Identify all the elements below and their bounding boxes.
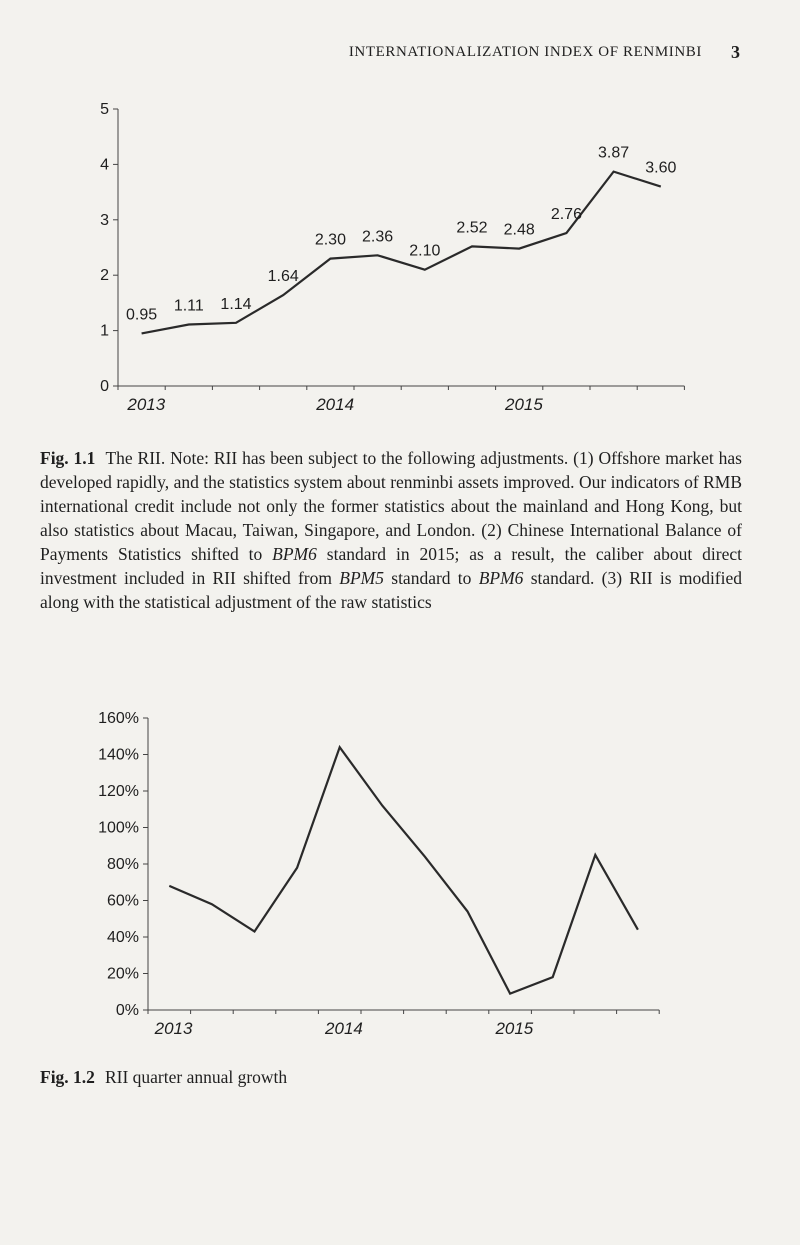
caption-text: The RII. Note: RII has been subject to the following adjustments. (1) Offshore market has developed rapidly, and the statistics system about renminbi assets improved. Our indicators of RMB international credit include not only the former statistics about the mainland and Hong Kong, but also statistics about Macau, Taiwan, Singapore, and London. (2) Chinese International Balance of Payments Statistics shifted to [40, 448, 742, 564]
x-tick-label: 2015 [505, 395, 543, 414]
x-tick-label: 2013 [127, 395, 166, 414]
caption-text: standard in 2015; as a result, the caliber about direct investment included in RII shifted from [40, 544, 743, 588]
data-label: 2.30 [314, 231, 346, 249]
data-label: 2.52 [456, 219, 488, 237]
y-tick-label: 120% [98, 783, 139, 800]
y-tick-label: 2 [100, 267, 109, 285]
caption-text: standard to [383, 568, 479, 588]
y-tick-label: 160% [98, 710, 139, 727]
data-label: 3.87 [598, 144, 630, 162]
running-title: INTERNATIONALIZATION INDEX OF RENMINBI [348, 44, 702, 60]
caption-standard: BPM6 [478, 568, 524, 588]
y-tick-label: 3 [100, 211, 109, 229]
figure-1-caption [40, 446, 742, 614]
x-tick-label: 2014 [325, 1019, 363, 1038]
data-label: 3.60 [645, 159, 677, 177]
caption-standard: BPM6 [272, 544, 317, 564]
data-label: 2.76 [550, 206, 582, 224]
figure-2-caption [40, 1065, 742, 1089]
y-tick-label: 100% [98, 819, 139, 837]
y-tick-label: 5 [100, 101, 109, 118]
page-number: 3 [731, 42, 740, 62]
figure-1-label: Fig. 1.1 [40, 448, 96, 468]
data-label: 1.14 [220, 295, 252, 313]
y-tick-label: 60% [106, 892, 139, 910]
caption-text: RII quarter annual growth [104, 1067, 288, 1087]
data-label: 2.36 [362, 228, 394, 246]
y-tick-label: 80% [106, 856, 139, 873]
x-tick-label: 2013 [154, 1019, 193, 1038]
y-tick-label: 4 [100, 156, 109, 174]
figure-2-label: Fig. 1.2 [40, 1067, 95, 1087]
rii-growth-line-chart [0, 700, 800, 1045]
series-line [169, 747, 638, 993]
y-tick-label: 140% [98, 746, 139, 764]
y-tick-label: 0 [100, 378, 109, 395]
x-tick-label: 2014 [316, 395, 355, 414]
y-tick-label: 1 [100, 322, 109, 340]
rii-line-chart [0, 96, 800, 426]
data-label: 0.95 [126, 306, 158, 324]
data-label: 2.10 [409, 242, 441, 260]
y-tick-label: 0% [115, 1002, 139, 1019]
x-tick-label: 2015 [495, 1019, 534, 1038]
data-label: 1.11 [173, 297, 204, 315]
running-head [0, 44, 800, 68]
data-label: 2.48 [503, 221, 535, 239]
y-tick-label: 40% [106, 929, 139, 946]
caption-standard: BPM5 [339, 568, 384, 588]
y-tick-label: 20% [106, 965, 139, 983]
data-label: 1.64 [267, 268, 299, 286]
caption-text: standard. (3) RII is modified along with the statistical adjustment of the raw statistics [40, 568, 743, 612]
